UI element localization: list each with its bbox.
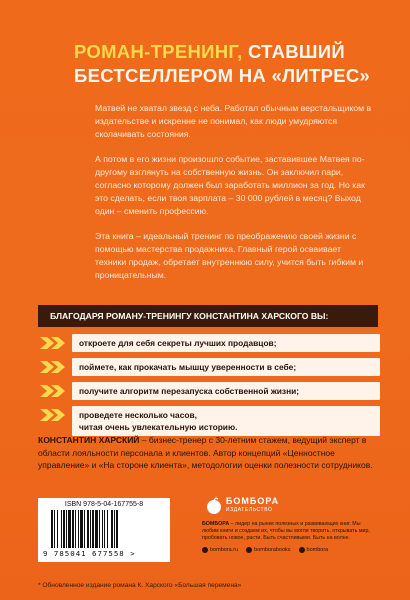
- footnote: * Обновленное издание романа К. Харского «Большая перемена»: [38, 582, 242, 589]
- benefit-text-line: проведете несколько часов,: [79, 410, 197, 420]
- benefit-item: [38, 358, 380, 376]
- social-facebook-label: bomborabooks: [254, 547, 291, 553]
- publisher-logo-text: БОМБОРА: [225, 496, 280, 506]
- publisher-block: [202, 497, 382, 553]
- chevron-right-icon: [38, 406, 68, 424]
- benefits-callout: БЛАГОДАРЯ РОМАНУ-ТРЕНИНГУ КОНСТАНТИНА ХАРСКОГО ВЫ:: [38, 305, 378, 327]
- social-vk-label: bombora: [306, 547, 329, 553]
- description-paragraph: А потом в его жизни произошло событие, заставившее Матвея по-другому взглянуть на собственную жизнь. Он заключил пари, согласно которому должен был заработать миллион за год. Но как это сделать, если твоя зарплата – 30 000 рублей в месяц? Выход один – сменить профессию.: [95, 154, 365, 216]
- chevron-right-icon: [38, 382, 68, 400]
- ean-number: 9 785041 677558 >: [43, 549, 136, 558]
- publisher-logo-subtitle: ИЗДАТЕЛЬСТВО: [225, 507, 273, 513]
- social-vk[interactable]: [299, 547, 329, 553]
- publisher-logo: [202, 497, 282, 515]
- bombora-logo-icon: [205, 497, 223, 515]
- description: [95, 102, 373, 294]
- benefit-text-line: читая очень увлекательную историю.: [79, 422, 238, 432]
- description-paragraph: Матвей не хватал звезд с неба. Работал обычным верстальщиком в издательстве и искренне не понимал, как люди умудряются сколачивать состояния.: [95, 103, 372, 139]
- publisher-description: [202, 521, 378, 542]
- headline: [74, 40, 404, 88]
- social-website[interactable]: [202, 547, 238, 553]
- globe-icon: [202, 547, 208, 553]
- benefit-item: [38, 382, 380, 400]
- headline-line2: БЕСТСЕЛЛЕРОМ НА «ЛИТРЕС»: [74, 65, 371, 86]
- benefit-text: получите алгоритм перезапуска собственной жизни;: [72, 382, 380, 400]
- benefit-item: [38, 406, 380, 436]
- headline-highlight: РОМАН-ТРЕНИНГ,: [74, 41, 243, 62]
- description-paragraph: Эта книга – идеальный тренинг по преображению своей жизни с помощью мастерства продажника. Главный герой осваивает техники продаж, обретает внутреннюю силу, учится быть гибким и проницательным.: [95, 231, 364, 280]
- publisher-description-brand: БОМБОРА: [202, 521, 230, 527]
- benefit-item: [38, 334, 380, 352]
- publisher-description-text: – лидер на рынке полезных и развивающих книг. Мы любим книги и создаем их, чтобы вы могли творить, открывать мир, пробовать новое, расти. Быть счастливыми. Быть на волне.: [202, 521, 370, 541]
- author-bio-text: – бизнес-тренер с 30-летним стажем, ведущий эксперт в области лояльности персонала и клиентов. Автор концепций «Ценностное управление» и «На стороне клиента», методологии оценки полезности сотрудников.: [38, 435, 373, 470]
- author-name: КОНСТАНТИН ХАРСКИЙ: [38, 435, 140, 445]
- author-bio: [38, 434, 378, 472]
- social-website-label: bombora.ru: [210, 547, 239, 553]
- headline-line1-rest: СТАВШИЙ: [242, 41, 345, 62]
- chevron-right-icon: [38, 358, 68, 376]
- publisher-socials: [202, 547, 382, 553]
- barcode-stripe: [118, 510, 119, 548]
- benefit-text: откроете для себя секреты лучших продавцов;: [72, 334, 380, 352]
- social-facebook[interactable]: [246, 547, 290, 553]
- benefits-list: [38, 334, 380, 442]
- barcode: [38, 498, 170, 562]
- facebook-icon: [246, 547, 252, 553]
- benefit-text: поймете, как прокачать мышцу уверенности в себе;: [72, 358, 380, 376]
- barcode-bars: [51, 510, 165, 548]
- chevron-right-icon: [38, 334, 68, 352]
- benefit-text: [72, 406, 380, 436]
- vk-icon: [299, 547, 305, 553]
- isbn-number: ISBN 978-5-04-167755-8: [64, 501, 144, 508]
